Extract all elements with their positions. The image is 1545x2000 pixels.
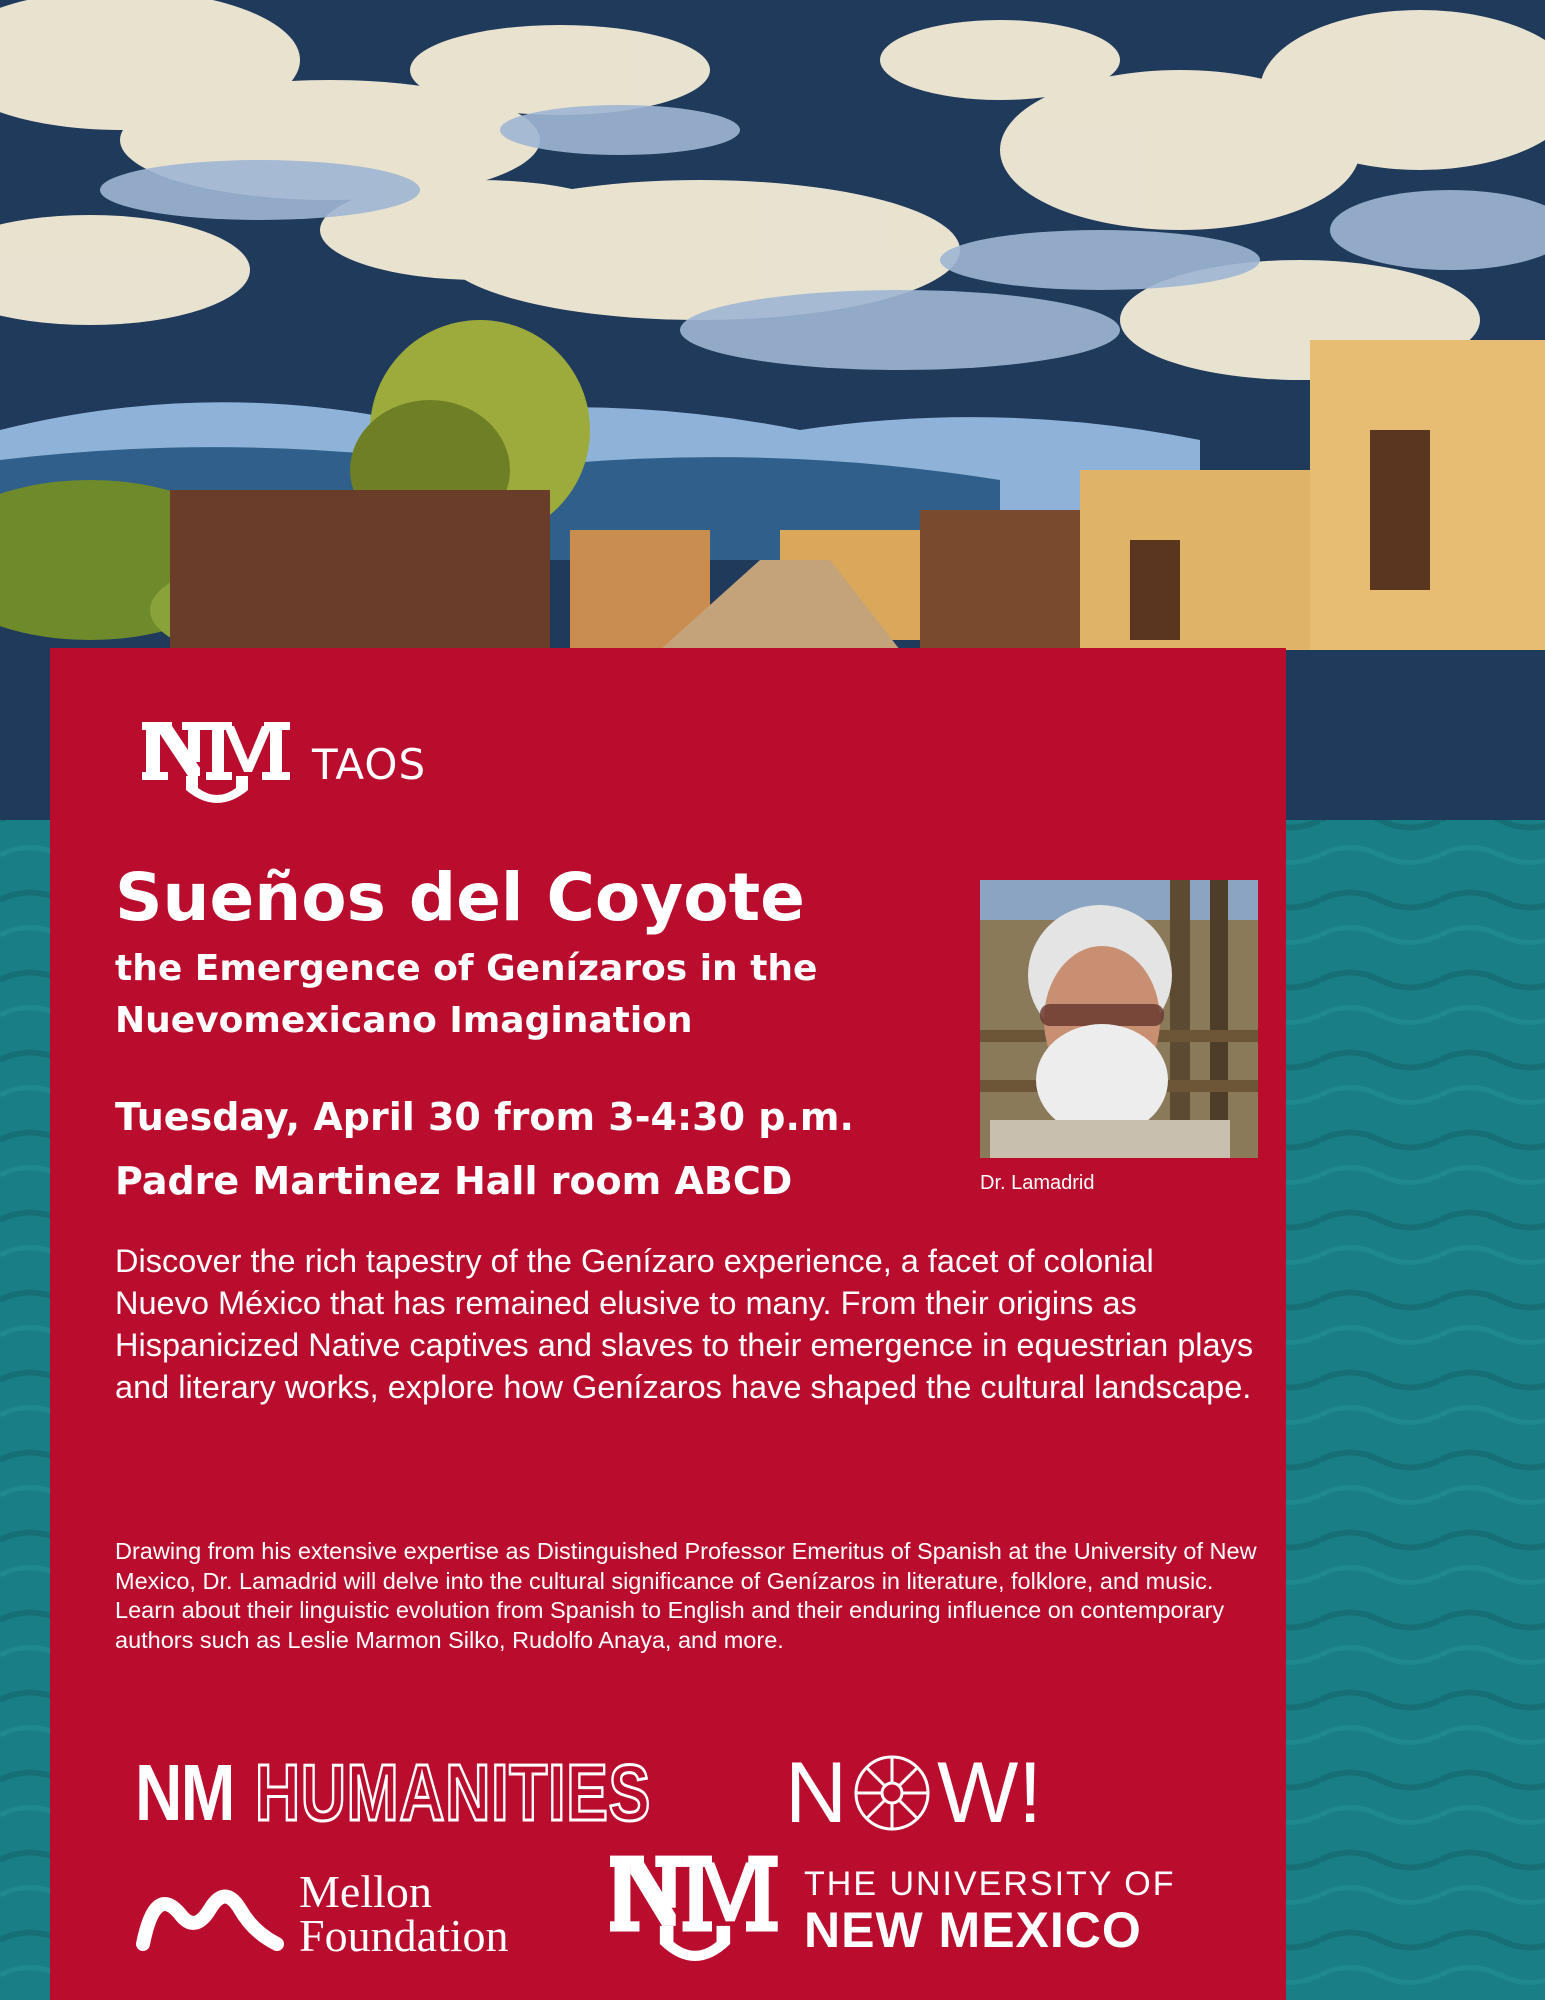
now-n-letter: N	[785, 1744, 848, 1841]
detail-paragraph: Drawing from his extensive expertise as Distinguished Professor Emeritus of Spanish at the University of New Mexico, Dr. Lamadrid will delve into the cultural significance of Genízaros in literature, folklore, and music. Learn about their linguistic evolution from Spanish to English and their enduring influence on contemporary authors such as Leslie Marmon Silko, Rudolfo Anaya, and more.	[115, 1538, 1257, 1653]
intro-paragraph: Discover the rich tapestry of the Genízaro experience, a facet of colonial Nuevo México that has remained elusive to many. From their origins as Hispanicized Native captives and slaves to their emergence in equestrian plays and literary works, explore how Genízaros have shaped the cultural landscape.	[115, 1243, 1254, 1405]
mellon-wave-icon	[135, 1874, 285, 1954]
campus-name: TAOS	[312, 739, 427, 789]
speaker-photo	[980, 880, 1258, 1158]
mellon-foundation-logo	[135, 1866, 509, 1961]
now-w-letters: W!	[937, 1744, 1043, 1841]
humanities-nm-text: NM	[135, 1748, 234, 1837]
unm-lobo-mark-large-icon	[610, 1850, 780, 1970]
humanities-word: HUMANITIES	[255, 1748, 652, 1837]
event-when-where	[115, 1085, 854, 1213]
humanities-now	[785, 1744, 1042, 1843]
unm-name-line1: THE UNIVERSITY OF	[804, 1865, 1176, 1903]
event-date-time: Tuesday, April 30 from 3-4:30 p.m.	[115, 1095, 854, 1139]
event-title: Sueños del Coyote	[115, 859, 805, 936]
zia-sunburst-icon	[851, 1752, 933, 1834]
university-of-new-mexico-logo	[610, 1850, 1176, 1970]
mellon-line2: Foundation	[299, 1910, 509, 1961]
event-subtitle: the Emergence of Genízaros in the Nuevomexicano Imagination	[115, 948, 818, 1041]
unm-taos-logo	[142, 718, 426, 806]
event-location: Padre Martinez Hall room ABCD	[115, 1159, 793, 1203]
mellon-line1: Mellon	[299, 1866, 432, 1917]
unm-name-line2: NEW MEXICO	[804, 1902, 1142, 1958]
unm-lobo-mark-icon	[142, 718, 292, 806]
speaker-portrait-image	[980, 880, 1258, 1158]
photo-caption: Dr. Lamadrid	[980, 1172, 1095, 1194]
nm-humanities-now-logo	[135, 1745, 1042, 1841]
